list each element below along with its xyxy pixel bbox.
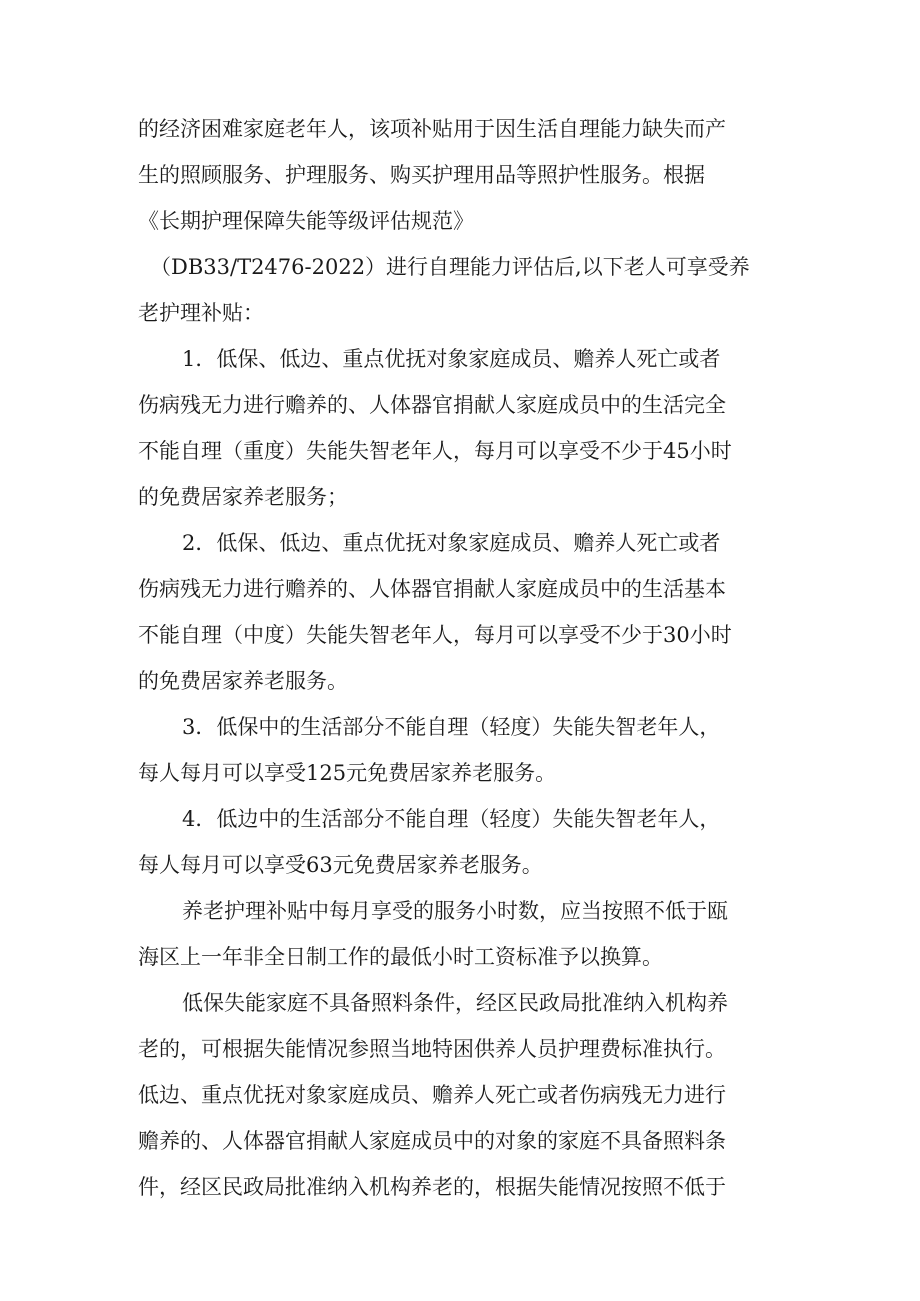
text-line: 养老护理补贴中每月享受的服务小时数，应当按照不低于瓯 bbox=[182, 899, 728, 923]
text-line: 2．低保、低边、重点优抚对象家庭成员、赡养人死亡或者 bbox=[182, 531, 721, 555]
text-line: 《长期护理保障失能等级评估规范》 bbox=[138, 209, 474, 233]
text-line: 低边、重点优抚对象家庭成员、赡养人死亡或者伤病残无力进行 bbox=[138, 1083, 726, 1107]
text-line: 伤病残无力进行赡养的、人体器官捐献人家庭成员中的生活完全 bbox=[138, 393, 726, 417]
text-line: 3．低保中的生活部分不能自理（轻度）失能失智老年人， bbox=[182, 715, 721, 739]
text-line: 生的照顾服务、护理服务、购买护理用品等照护性服务。根据 bbox=[138, 163, 705, 187]
text-line: 的免费居家养老服务。 bbox=[138, 669, 348, 693]
text-line: 不能自理（重度）失能失智老年人，每月可以享受不少于45小时 bbox=[138, 439, 732, 463]
text-line: 4．低边中的生活部分不能自理（轻度）失能失智老年人， bbox=[182, 807, 721, 831]
text-line: 低保失能家庭不具备照料条件，经区民政局批准纳入机构养 bbox=[182, 991, 728, 1015]
text-line: 1．低保、低边、重点优抚对象家庭成员、赡养人死亡或者 bbox=[182, 347, 721, 371]
text-line: 海区上一年非全日制工作的最低小时工资标准予以换算。 bbox=[138, 945, 663, 969]
text-line: 伤病残无力进行赡养的、人体器官捐献人家庭成员中的生活基本 bbox=[138, 577, 726, 601]
text-line: 老的，可根据失能情况参照当地特困供养人员护理费标准执行。 bbox=[138, 1037, 726, 1061]
text-line: 件，经区民政局批准纳入机构养老的，根据失能情况按照不低于 bbox=[138, 1175, 726, 1199]
text-line: 不能自理（中度）失能失智老年人，每月可以享受不少于30小时 bbox=[138, 623, 732, 647]
text-line: 每人每月可以享受125元免费居家养老服务。 bbox=[138, 761, 557, 785]
text-line: 的免费居家养老服务； bbox=[138, 485, 348, 509]
body-text bbox=[138, 106, 788, 1210]
text-line: 老护理补贴： bbox=[138, 301, 264, 325]
text-line: 赡养的、人体器官捐献人家庭成员中的对象的家庭不具备照料条 bbox=[138, 1129, 726, 1153]
text-line: 的经济困难家庭老年人，该项补贴用于因生活自理能力缺失而产 bbox=[138, 117, 726, 141]
text-line: 每人每月可以享受63元免费居家养老服务。 bbox=[138, 853, 543, 877]
text-line: （DB33/T2476-2022）进行自理能力评估后,以下老人可享受养 bbox=[150, 255, 750, 279]
